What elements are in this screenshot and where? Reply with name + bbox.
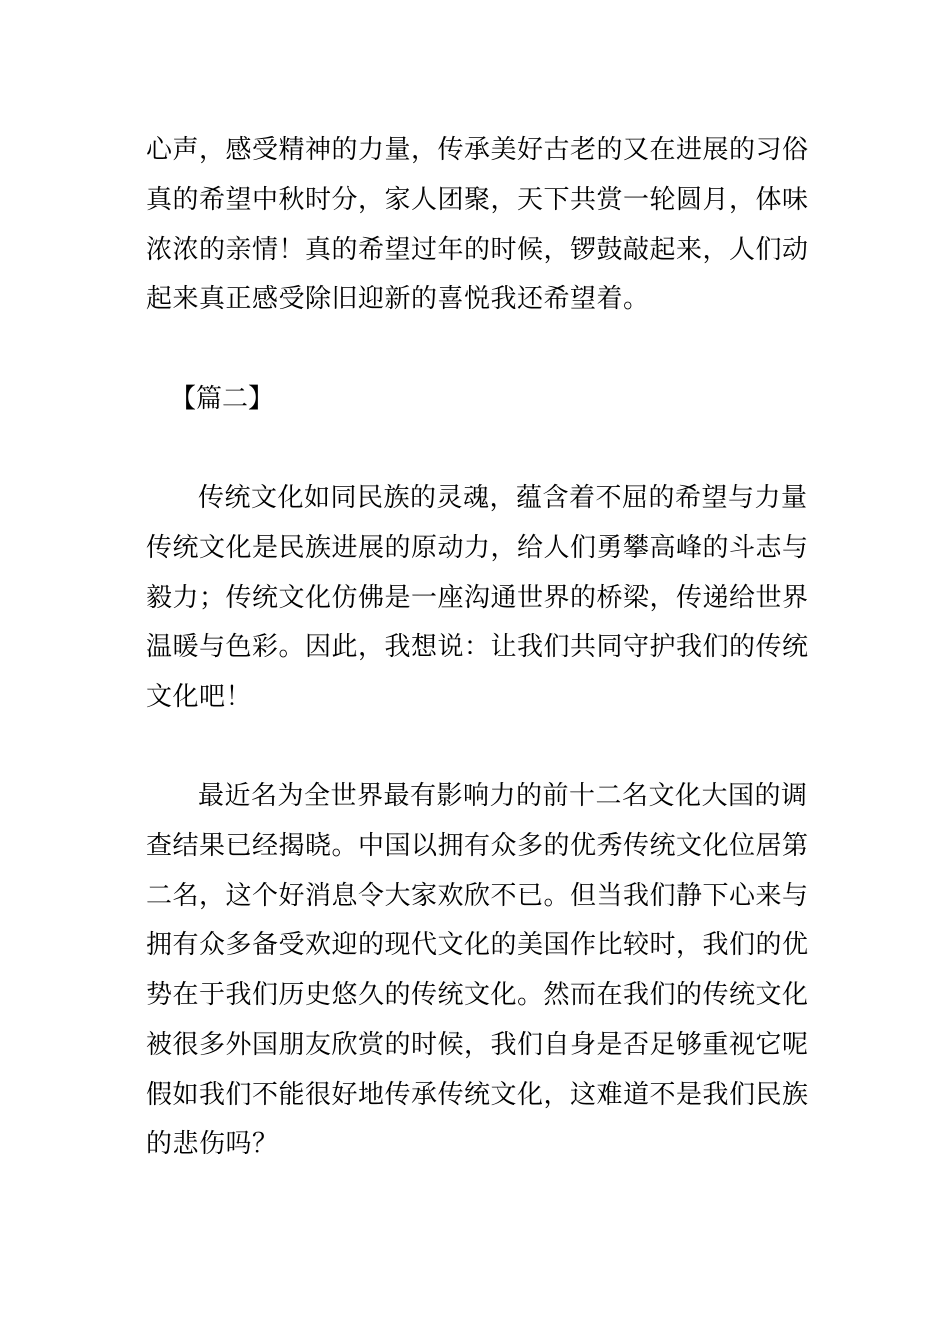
paragraph-2-line-5: 文化吧！ <box>146 682 253 712</box>
paragraph-1-line-4: 起来真正感受除旧迎新的喜悦我还希望着。 <box>146 284 650 314</box>
paragraph-3-line-3: 二名，这个好消息令大家欢欣不已。但当我们静下心来与 <box>146 881 809 911</box>
paragraph-2-line-2: 传统文化是民族进展的原动力，给人们勇攀高峰的斗志与 <box>146 533 809 563</box>
paragraph-2-line-3: 毅力；传统文化仿佛是一座沟通世界的桥梁，传递给世界 <box>146 583 809 613</box>
paragraph-3-line-8: 的悲伤吗？ <box>146 1129 279 1159</box>
paragraph-2-line-1: 传统文化如同民族的灵魂，蕴含着不屈的希望与力量 <box>198 483 808 513</box>
paragraph-3-line-7: 假如我们不能很好地传承传统文化，这难道不是我们民族 <box>146 1080 809 1110</box>
paragraph-2-line-4: 温暖与色彩。因此，我想说：让我们共同守护我们的传统 <box>146 632 809 662</box>
section-heading: 【篇二】 <box>170 384 275 414</box>
paragraph-3-line-1: 最近名为全世界最有影响力的前十二名文化大国的调 <box>198 781 808 811</box>
paragraph-1-line-3: 浓浓的亲情！真的希望过年的时候，锣鼓敲起来，人们动 <box>146 235 809 265</box>
paragraph-3-line-4: 拥有众多备受欢迎的现代文化的美国作比较时，我们的优 <box>146 930 809 960</box>
paragraph-1-line-1: 心声，感受精神的力量，传承美好古老的又在进展的习俗 <box>146 135 809 165</box>
paragraph-3-line-5: 势在于我们历史悠久的传统文化。然而在我们的传统文化 <box>146 980 809 1010</box>
paragraph-1-line-2: 真的希望中秋时分，家人团聚，天下共赏一轮圆月，体味 <box>146 185 809 215</box>
paragraph-3-line-2: 查结果已经揭晓。中国以拥有众多的优秀传统文化位居第 <box>146 831 809 861</box>
paragraph-3-line-6: 被很多外国朋友欣赏的时候，我们自身是否足够重视它呢 <box>146 1030 809 1060</box>
